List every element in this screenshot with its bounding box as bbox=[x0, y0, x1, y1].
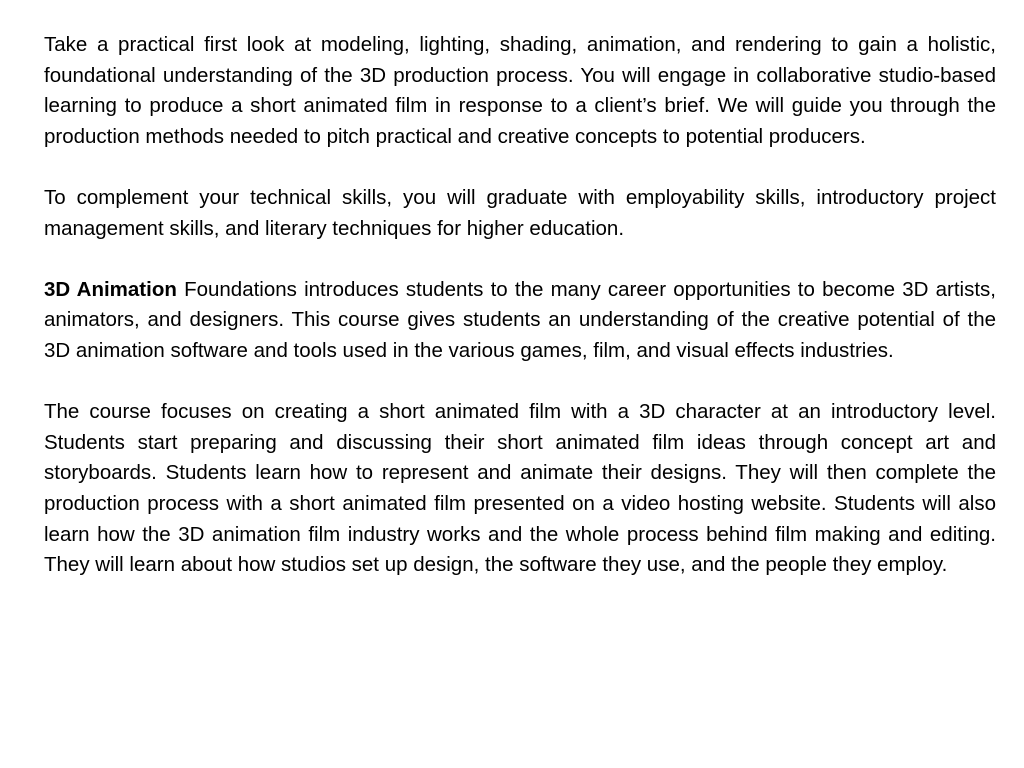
paragraph-skills bbox=[44, 183, 996, 244]
paragraph-course-focus bbox=[44, 397, 996, 581]
document-body bbox=[44, 30, 996, 581]
paragraph-course-focus-text: The course focuses on creating a short animated film with a 3D character at an introductory level. Students start preparing and discussing their short animated film ideas through concept art and storyboards. Students learn how to represent and animate their designs. They will then complete the production process with a short animated film presented on a video hosting website. Students will also learn how the 3D animation film industry works and the whole process behind film making and editing. They will learn about how studios set up design, the software they use, and the people they employ. bbox=[44, 400, 996, 577]
paragraph-skills-text: To complement your technical skills, you will graduate with employability skills, introductory project management skills, and literary techniques for higher education. bbox=[44, 185, 996, 240]
paragraph-foundations-text: Foundations introduces students to the many career opportunities to become 3D artists, animators, and designers. This course gives students an understanding of the creative potential of the 3D animation software and tools used in the various games, film, and visual effects industries. bbox=[44, 277, 997, 362]
paragraph-overview bbox=[44, 30, 996, 152]
paragraph-overview-text: Take a practical first look at modeling, lighting, shading, animation, and rendering to gain a holistic, foundational understanding of the 3D production process. You will engage in collaborative studio-based learning to produce a short animated film in response to a client’s brief. We will guide you through the production methods needed to pitch practical and creative concepts to potential producers. bbox=[44, 33, 996, 148]
course-name-bold: 3D Animation bbox=[44, 277, 177, 301]
paragraph-foundations bbox=[44, 275, 996, 367]
